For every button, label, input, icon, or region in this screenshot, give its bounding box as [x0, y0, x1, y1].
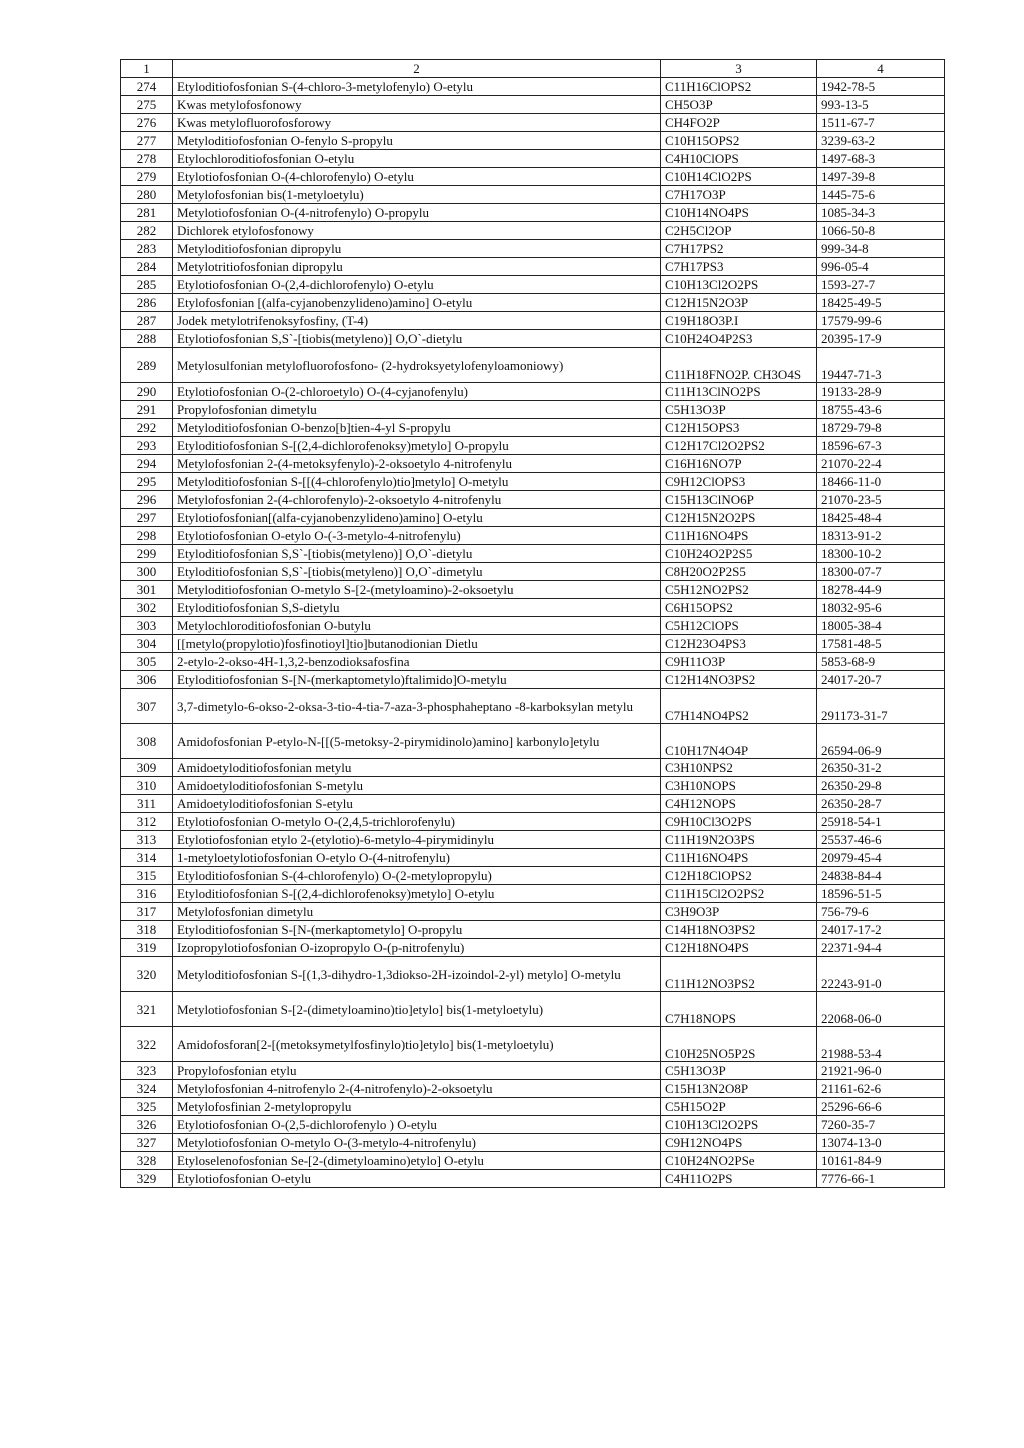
- row-number: 299: [121, 545, 173, 563]
- cas-number: 21921-96-0: [817, 1062, 945, 1080]
- molecular-formula: C12H14NO3PS2: [661, 671, 817, 689]
- compound-name: Metylochloroditiofosfonian O-butylu: [173, 617, 661, 635]
- cas-number: 10161-84-9: [817, 1152, 945, 1170]
- table-row: [121, 491, 945, 509]
- row-number: 289: [121, 348, 173, 383]
- table-row: [121, 1098, 945, 1116]
- molecular-formula: C16H16NO7P: [661, 455, 817, 473]
- table-row: [121, 240, 945, 258]
- cas-number: 1085-34-3: [817, 204, 945, 222]
- row-number: 311: [121, 795, 173, 813]
- row-number: 285: [121, 276, 173, 294]
- row-number: 279: [121, 168, 173, 186]
- row-number: 277: [121, 132, 173, 150]
- table-row: [121, 617, 945, 635]
- compound-name: Amidoetyloditiofosfonian S-etylu: [173, 795, 661, 813]
- molecular-formula: C11H15Cl2O2PS2: [661, 885, 817, 903]
- compound-name: Amidofosforan[2-[(metoksymetylfosfinylo)tio]etylo] bis(1-metyloetylu): [173, 1027, 661, 1062]
- table-row: [121, 759, 945, 777]
- compound-name: Metyloditiofosfonian O-benzo[b]tien-4-yl S-propylu: [173, 419, 661, 437]
- cas-number: 18005-38-4: [817, 617, 945, 635]
- row-number: 284: [121, 258, 173, 276]
- row-number: 287: [121, 312, 173, 330]
- row-number: 302: [121, 599, 173, 617]
- row-number: 283: [121, 240, 173, 258]
- compound-name: Metyloditiofosfonian dipropylu: [173, 240, 661, 258]
- cas-number: 22068-06-0: [817, 992, 945, 1027]
- row-number: 308: [121, 724, 173, 759]
- header-cell-cas: 4: [817, 60, 945, 78]
- molecular-formula: C3H10NOPS: [661, 777, 817, 795]
- table-row: [121, 1080, 945, 1098]
- cas-number: 7260-35-7: [817, 1116, 945, 1134]
- molecular-formula: C5H12NO2PS2: [661, 581, 817, 599]
- cas-number: 18313-91-2: [817, 527, 945, 545]
- molecular-formula: C10H15OPS2: [661, 132, 817, 150]
- molecular-formula: C3H10NPS2: [661, 759, 817, 777]
- molecular-formula: C11H18FNO2P. CH3O4S: [661, 348, 817, 383]
- row-number: 315: [121, 867, 173, 885]
- row-number: 293: [121, 437, 173, 455]
- row-number: 290: [121, 383, 173, 401]
- molecular-formula: C15H13ClNO6P: [661, 491, 817, 509]
- cas-number: 18596-67-3: [817, 437, 945, 455]
- molecular-formula: CH5O3P: [661, 96, 817, 114]
- cas-number: 25296-66-6: [817, 1098, 945, 1116]
- molecular-formula: C4H12NOPS: [661, 795, 817, 813]
- compound-name: Etylotiofosfonian O-etylo O-(-3-metylo-4-nitrofenylu): [173, 527, 661, 545]
- compound-name: Etyloditiofosfonian S-[N-(merkaptometylo)ftalimido]O-metylu: [173, 671, 661, 689]
- row-number: 300: [121, 563, 173, 581]
- compound-name: Etylotiofosfonian[(alfa-cyjanobenzylideno)amino] O-etylu: [173, 509, 661, 527]
- row-number: 312: [121, 813, 173, 831]
- compound-name: Etylotiofosfonian O-(2,4-dichlorofenylo) O-etylu: [173, 276, 661, 294]
- compound-name: Jodek metylotrifenoksyfosfiny, (T-4): [173, 312, 661, 330]
- table-row: [121, 1116, 945, 1134]
- cas-number: 18755-43-6: [817, 401, 945, 419]
- cas-number: 18425-49-5: [817, 294, 945, 312]
- molecular-formula: C4H11O2PS: [661, 1170, 817, 1188]
- cas-number: 21988-53-4: [817, 1027, 945, 1062]
- compound-name: Etylotiofosfonian O-etylu: [173, 1170, 661, 1188]
- compound-name: [[metylo(propylotio)fosfinotioyl]tio]butanodionian Dietlu: [173, 635, 661, 653]
- cas-number: 1445-75-6: [817, 186, 945, 204]
- cas-number: 17579-99-6: [817, 312, 945, 330]
- molecular-formula: C7H17O3P: [661, 186, 817, 204]
- table-row: [121, 222, 945, 240]
- molecular-formula: CH4FO2P: [661, 114, 817, 132]
- compound-name: Izopropylotiofosfonian O-izopropylo O-(p-nitrofenylu): [173, 939, 661, 957]
- table-row: [121, 635, 945, 653]
- table-row: [121, 1027, 945, 1062]
- row-number: 326: [121, 1116, 173, 1134]
- table-row: [121, 132, 945, 150]
- table-row: [121, 294, 945, 312]
- cas-number: 1497-39-8: [817, 168, 945, 186]
- compound-name: Etylotiofosfonian O-metylo O-(2,4,5-trichlorofenylu): [173, 813, 661, 831]
- molecular-formula: C10H24NO2PSe: [661, 1152, 817, 1170]
- table-row: [121, 671, 945, 689]
- row-number: 310: [121, 777, 173, 795]
- cas-number: 24017-17-2: [817, 921, 945, 939]
- table-row: [121, 1170, 945, 1188]
- row-number: 328: [121, 1152, 173, 1170]
- cas-number: 1942-78-5: [817, 78, 945, 96]
- molecular-formula: C12H17Cl2O2PS2: [661, 437, 817, 455]
- header-cell-name: 2: [173, 60, 661, 78]
- cas-number: 756-79-6: [817, 903, 945, 921]
- molecular-formula: C19H18O3P.I: [661, 312, 817, 330]
- molecular-formula: C11H16NO4PS: [661, 849, 817, 867]
- compound-name: Etyloditiofosfonian S-[N-(merkaptometylo] O-propylu: [173, 921, 661, 939]
- compound-name: Metylofosfinian 2-metylopropylu: [173, 1098, 661, 1116]
- compound-table: [120, 59, 945, 1188]
- molecular-formula: C10H24O4P2S3: [661, 330, 817, 348]
- table-row: [121, 509, 945, 527]
- molecular-formula: C10H13Cl2O2PS: [661, 1116, 817, 1134]
- molecular-formula: C12H15OPS3: [661, 419, 817, 437]
- cas-number: 26350-28-7: [817, 795, 945, 813]
- cas-number: 7776-66-1: [817, 1170, 945, 1188]
- row-number: 306: [121, 671, 173, 689]
- molecular-formula: C5H13O3P: [661, 1062, 817, 1080]
- row-number: 329: [121, 1170, 173, 1188]
- row-number: 322: [121, 1027, 173, 1062]
- compound-name: Etylofosfonian [(alfa-cyjanobenzylideno)amino] O-etylu: [173, 294, 661, 312]
- cas-number: 18425-48-4: [817, 509, 945, 527]
- molecular-formula: C10H14ClO2PS: [661, 168, 817, 186]
- compound-name: Etylotiofosfonian O-(4-chlorofenylo) O-etylu: [173, 168, 661, 186]
- row-number: 296: [121, 491, 173, 509]
- table-row: [121, 114, 945, 132]
- header-cell-formula: 3: [661, 60, 817, 78]
- compound-name: Propylofosfonian etylu: [173, 1062, 661, 1080]
- table-row: [121, 885, 945, 903]
- molecular-formula: C10H25NO5P2S: [661, 1027, 817, 1062]
- table-row: [121, 168, 945, 186]
- cas-number: 18032-95-6: [817, 599, 945, 617]
- compound-name: Dichlorek etylofosfonowy: [173, 222, 661, 240]
- table-row: [121, 957, 945, 992]
- table-row: [121, 1152, 945, 1170]
- compound-name: Etyloditiofosfonian S-[(2,4-dichlorofenoksy)metylo] O-etylu: [173, 885, 661, 903]
- row-number: 324: [121, 1080, 173, 1098]
- compound-name: Kwas metylofluorofosforowy: [173, 114, 661, 132]
- row-number: 320: [121, 957, 173, 992]
- cas-number: 18729-79-8: [817, 419, 945, 437]
- compound-name: Metylofosfonian 2-(4-chlorofenylo)-2-oksoetylo 4-nitrofenylu: [173, 491, 661, 509]
- table-row: [121, 849, 945, 867]
- row-number: 303: [121, 617, 173, 635]
- cas-number: 993-13-5: [817, 96, 945, 114]
- molecular-formula: C7H17PS3: [661, 258, 817, 276]
- molecular-formula: C11H16ClOPS2: [661, 78, 817, 96]
- compound-name: Metylotritiofosfonian dipropylu: [173, 258, 661, 276]
- compound-name: Etyloditiofosfonian S-(4-chlorofenylo) O-(2-metylopropylu): [173, 867, 661, 885]
- cas-number: 18300-10-2: [817, 545, 945, 563]
- cas-number: 22371-94-4: [817, 939, 945, 957]
- compound-name: Metylofosfonian dimetylu: [173, 903, 661, 921]
- compound-name: Etyloditiofosfonian S,S`-[tiobis(metyleno)] O,O`-dimetylu: [173, 563, 661, 581]
- molecular-formula: C8H20O2P2S5: [661, 563, 817, 581]
- cas-number: 18300-07-7: [817, 563, 945, 581]
- table-row: [121, 204, 945, 222]
- row-number: 323: [121, 1062, 173, 1080]
- cas-number: 3239-63-2: [817, 132, 945, 150]
- row-number: 297: [121, 509, 173, 527]
- molecular-formula: C12H18ClOPS2: [661, 867, 817, 885]
- compound-name: Propylofosfonian dimetylu: [173, 401, 661, 419]
- row-number: 319: [121, 939, 173, 957]
- row-number: 282: [121, 222, 173, 240]
- compound-name: 1-metyloetylotiofosfonian O-etylo O-(4-nitrofenylu): [173, 849, 661, 867]
- table-row: [121, 777, 945, 795]
- compound-name: Etyloditiofosfonian S,S`-[tiobis(metyleno)] O,O`-dietylu: [173, 545, 661, 563]
- compound-name: Etylotiofosfonian etylo 2-(etylotio)-6-metylo-4-pirymidinylu: [173, 831, 661, 849]
- molecular-formula: C9H10Cl3O2PS: [661, 813, 817, 831]
- row-number: 280: [121, 186, 173, 204]
- compound-name: Metylosulfonian metylofluorofosfono- (2-hydroksyetylofenyloamoniowy): [173, 348, 661, 383]
- molecular-formula: C9H12ClOPS3: [661, 473, 817, 491]
- molecular-formula: C7H14NO4PS2: [661, 689, 817, 724]
- molecular-formula: C12H23O4PS3: [661, 635, 817, 653]
- table-row: [121, 813, 945, 831]
- table-row: [121, 419, 945, 437]
- row-number: 275: [121, 96, 173, 114]
- cas-number: 1497-68-3: [817, 150, 945, 168]
- table-row: [121, 939, 945, 957]
- molecular-formula: C5H13O3P: [661, 401, 817, 419]
- molecular-formula: C2H5Cl2OP: [661, 222, 817, 240]
- row-number: 294: [121, 455, 173, 473]
- row-number: 301: [121, 581, 173, 599]
- molecular-formula: C11H13ClNO2PS: [661, 383, 817, 401]
- molecular-formula: C14H18NO3PS2: [661, 921, 817, 939]
- compound-name: Metylotiofosfonian S-[2-(dimetyloamino)tio]etylo] bis(1-metyloetylu): [173, 992, 661, 1027]
- row-number: 317: [121, 903, 173, 921]
- compound-name: Metyloditiofosfonian O-fenylo S-propylu: [173, 132, 661, 150]
- cas-number: 996-05-4: [817, 258, 945, 276]
- cas-number: 19447-71-3: [817, 348, 945, 383]
- molecular-formula: C12H15N2O2PS: [661, 509, 817, 527]
- cas-number: 26350-29-8: [817, 777, 945, 795]
- row-number: 305: [121, 653, 173, 671]
- row-number: 304: [121, 635, 173, 653]
- compound-name: Metylofosfonian 4-nitrofenylo 2-(4-nitrofenylo)-2-oksoetylu: [173, 1080, 661, 1098]
- table-row: [121, 455, 945, 473]
- compound-name: Etylotiofosfonian S,S`-[tiobis(metyleno)] O,O`-dietylu: [173, 330, 661, 348]
- table-row: [121, 186, 945, 204]
- compound-name: Kwas metylofosfonowy: [173, 96, 661, 114]
- table-row: [121, 401, 945, 419]
- row-number: 286: [121, 294, 173, 312]
- compound-name: 3,7-dimetylo-6-okso-2-oksa-3-tio-4-tia-7-aza-3-phosphaheptano -8-karboksylan metylu: [173, 689, 661, 724]
- row-number: 318: [121, 921, 173, 939]
- molecular-formula: C7H18NOPS: [661, 992, 817, 1027]
- molecular-formula: C9H12NO4PS: [661, 1134, 817, 1152]
- row-number: 316: [121, 885, 173, 903]
- row-number: 276: [121, 114, 173, 132]
- table-row: [121, 276, 945, 294]
- molecular-formula: C10H13Cl2O2PS: [661, 276, 817, 294]
- row-number: 292: [121, 419, 173, 437]
- cas-number: 26594-06-9: [817, 724, 945, 759]
- row-number: 314: [121, 849, 173, 867]
- table-row: [121, 653, 945, 671]
- row-number: 278: [121, 150, 173, 168]
- row-number: 309: [121, 759, 173, 777]
- table-row: [121, 78, 945, 96]
- compound-name: Etyloditiofosfonian S,S-dietylu: [173, 599, 661, 617]
- row-number: 274: [121, 78, 173, 96]
- cas-number: 20395-17-9: [817, 330, 945, 348]
- cas-number: 22243-91-0: [817, 957, 945, 992]
- table-row: [121, 1062, 945, 1080]
- table-row: [121, 437, 945, 455]
- cas-number: 26350-31-2: [817, 759, 945, 777]
- compound-name: Metylofosfonian 2-(4-metoksyfenylo)-2-oksoetylo 4-nitrofenylu: [173, 455, 661, 473]
- table-row: [121, 903, 945, 921]
- molecular-formula: C11H19N2O3PS: [661, 831, 817, 849]
- row-number: 281: [121, 204, 173, 222]
- compound-name: Amidoetyloditiofosfonian metylu: [173, 759, 661, 777]
- compound-name: Metylofosfonian bis(1-metyloetylu): [173, 186, 661, 204]
- cas-number: 25537-46-6: [817, 831, 945, 849]
- compound-name: Metyloditiofosfonian S-[[(4-chlorofenylo)tio]metylo] O-metylu: [173, 473, 661, 491]
- table-row: [121, 473, 945, 491]
- row-number: 298: [121, 527, 173, 545]
- cas-number: 21161-62-6: [817, 1080, 945, 1098]
- cas-number: 5853-68-9: [817, 653, 945, 671]
- compound-name: Metyloditiofosfonian O-metylo S-[2-(metyloamino)-2-oksoetylu: [173, 581, 661, 599]
- row-number: 327: [121, 1134, 173, 1152]
- compound-name: Etyloditiofosfonian S-(4-chloro-3-metylofenylo) O-etylu: [173, 78, 661, 96]
- compound-name: Etylochloroditiofosfonian O-etylu: [173, 150, 661, 168]
- molecular-formula: C10H14NO4PS: [661, 204, 817, 222]
- cas-number: 1593-27-7: [817, 276, 945, 294]
- table-row: [121, 689, 945, 724]
- molecular-formula: C3H9O3P: [661, 903, 817, 921]
- row-number: 291: [121, 401, 173, 419]
- cas-number: 999-34-8: [817, 240, 945, 258]
- compound-name: Etyloselenofosfonian Se-[2-(dimetyloamino)etylo] O-etylu: [173, 1152, 661, 1170]
- cas-number: 13074-13-0: [817, 1134, 945, 1152]
- row-number: 313: [121, 831, 173, 849]
- table-row: [121, 921, 945, 939]
- compound-name: Metyloditiofosfonian S-[(1,3-dihydro-1,3diokso-2H-izoindol-2-yl) metylo] O-metylu: [173, 957, 661, 992]
- row-number: 295: [121, 473, 173, 491]
- compound-name: 2-etylo-2-okso-4H-1,3,2-benzodioksafosfina: [173, 653, 661, 671]
- compound-name: Etylotiofosfonian O-(2-chloroetylo) O-(4-cyjanofenylu): [173, 383, 661, 401]
- table-row: [121, 563, 945, 581]
- table-row: [121, 1134, 945, 1152]
- compound-name: Metylotiofosfonian O-metylo O-(3-metylo-4-nitrofenylu): [173, 1134, 661, 1152]
- table-row: [121, 312, 945, 330]
- cas-number: 1511-67-7: [817, 114, 945, 132]
- molecular-formula: C6H15OPS2: [661, 599, 817, 617]
- table-row: [121, 348, 945, 383]
- cas-number: 17581-48-5: [817, 635, 945, 653]
- molecular-formula: C5H15O2P: [661, 1098, 817, 1116]
- table-row: [121, 258, 945, 276]
- cas-number: 25918-54-1: [817, 813, 945, 831]
- cas-number: 20979-45-4: [817, 849, 945, 867]
- molecular-formula: C11H16NO4PS: [661, 527, 817, 545]
- compound-name: Etylotiofosfonian O-(2,5-dichlorofenylo ) O-etylu: [173, 1116, 661, 1134]
- molecular-formula: C10H17N4O4P: [661, 724, 817, 759]
- compound-name: Metylotiofosfonian O-(4-nitrofenylo) O-propylu: [173, 204, 661, 222]
- molecular-formula: C5H12ClOPS: [661, 617, 817, 635]
- cas-number: 21070-22-4: [817, 455, 945, 473]
- cas-number: 1066-50-8: [817, 222, 945, 240]
- cas-number: 18596-51-5: [817, 885, 945, 903]
- molecular-formula: C7H17PS2: [661, 240, 817, 258]
- cas-number: 18278-44-9: [817, 581, 945, 599]
- table-row: [121, 581, 945, 599]
- cas-number: 18466-11-0: [817, 473, 945, 491]
- molecular-formula: C15H13N2O8P: [661, 1080, 817, 1098]
- molecular-formula: C12H15N2O3P: [661, 294, 817, 312]
- molecular-formula: C9H11O3P: [661, 653, 817, 671]
- table-row: [121, 150, 945, 168]
- cas-number: 21070-23-5: [817, 491, 945, 509]
- row-number: 325: [121, 1098, 173, 1116]
- molecular-formula: C10H24O2P2S5: [661, 545, 817, 563]
- cas-number: 24838-84-4: [817, 867, 945, 885]
- table-row: [121, 599, 945, 617]
- table-row: [121, 795, 945, 813]
- table-row: [121, 330, 945, 348]
- cas-number: 24017-20-7: [817, 671, 945, 689]
- row-number: 321: [121, 992, 173, 1027]
- table-row: [121, 96, 945, 114]
- molecular-formula: C12H18NO4PS: [661, 939, 817, 957]
- table-row: [121, 992, 945, 1027]
- compound-name: Etyloditiofosfonian S-[(2,4-dichlorofenoksy)metylo] O-propylu: [173, 437, 661, 455]
- header-row: [121, 60, 945, 78]
- table-row: [121, 527, 945, 545]
- molecular-formula: C11H12NO3PS2: [661, 957, 817, 992]
- table-row: [121, 724, 945, 759]
- row-number: 288: [121, 330, 173, 348]
- table-row: [121, 867, 945, 885]
- row-number: 307: [121, 689, 173, 724]
- table-row: [121, 831, 945, 849]
- molecular-formula: C4H10ClOPS: [661, 150, 817, 168]
- table-row: [121, 545, 945, 563]
- cas-number: 19133-28-9: [817, 383, 945, 401]
- compound-name: Amidoetyloditiofosfonian S-metylu: [173, 777, 661, 795]
- cas-number: 291173-31-7: [817, 689, 945, 724]
- header-cell-number: 1: [121, 60, 173, 78]
- compound-name: Amidofosfonian P-etylo-N-[[(5-metoksy-2-pirymidinolo)amino] karbonylo]etylu: [173, 724, 661, 759]
- table-row: [121, 383, 945, 401]
